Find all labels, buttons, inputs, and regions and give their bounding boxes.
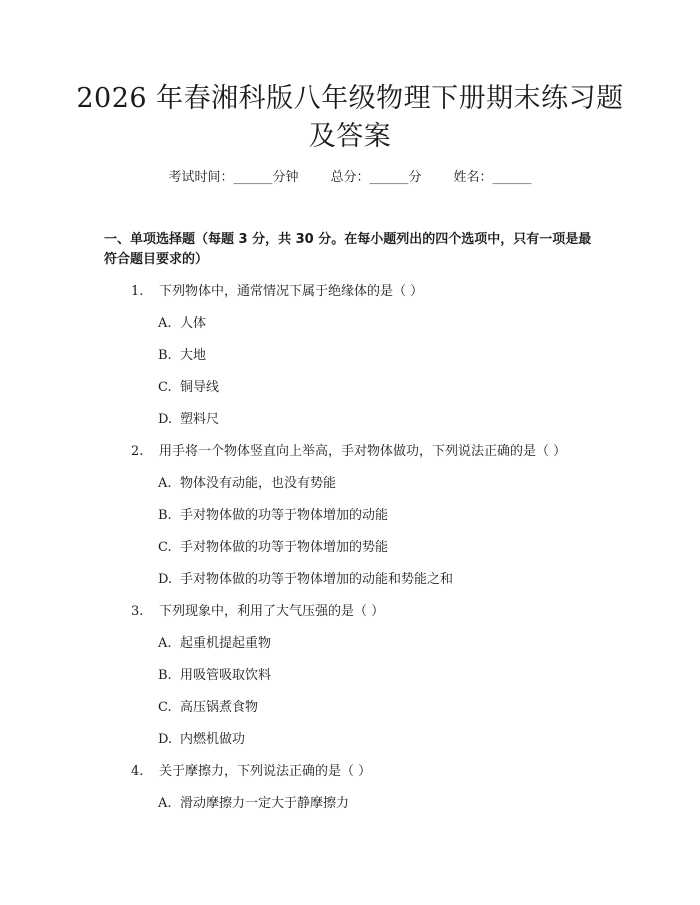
title-line-1: 2026 年春湘科版八年级物理下册期末练习题 <box>76 83 624 114</box>
section-heading: 一、单项选择题（每题 3 分，共 30 分。在每小题列出的四个选项中，只有一项是最符合题目要求的） <box>104 232 592 267</box>
q2-option-b <box>158 506 388 526</box>
option-text: 塑料尺 <box>180 412 220 427</box>
option-text: 滑动摩擦力一定大于静摩擦力 <box>180 796 350 811</box>
q1-option-c <box>158 378 219 398</box>
option-text: 手对物体做的功等于物体增加的势能 <box>180 540 389 555</box>
question-2 <box>131 442 566 462</box>
title-line-2: 及答案 <box>308 121 392 152</box>
option-letter: C. <box>158 700 172 715</box>
question-text: 用手将一个物体竖直向上举高，手对物体做功，下列说法正确的是（ ） <box>159 444 567 459</box>
option-text: 人体 <box>180 316 207 331</box>
q3-option-c <box>158 698 258 718</box>
option-letter: D. <box>158 412 173 427</box>
total-score-field: 总分：______分 <box>330 170 422 185</box>
q2-option-a <box>158 474 336 494</box>
option-text: 铜导线 <box>180 380 220 395</box>
question-text: 下列现象中，利用了大气压强的是（ ） <box>159 604 385 619</box>
option-letter: B. <box>158 348 172 363</box>
option-letter: B. <box>158 508 172 523</box>
q3-option-d <box>158 730 245 750</box>
question-1 <box>131 282 423 302</box>
option-letter: A. <box>158 636 172 651</box>
option-text: 高压锅煮食物 <box>180 700 259 715</box>
q2-option-c <box>158 538 388 558</box>
question-4 <box>131 762 371 782</box>
option-letter: A. <box>158 796 172 811</box>
q4-option-a <box>158 794 349 814</box>
option-text: 内燃机做功 <box>180 732 246 747</box>
q1-option-b <box>158 346 206 366</box>
exam-time-field: 考试时间：______分钟 <box>168 170 299 185</box>
option-letter: D. <box>158 572 173 587</box>
q1-option-a <box>158 314 206 334</box>
option-letter: C. <box>158 380 172 395</box>
option-text: 起重机提起重物 <box>180 636 272 651</box>
q3-option-a <box>158 634 271 654</box>
option-letter: C. <box>158 540 172 555</box>
q2-option-d <box>158 570 453 590</box>
option-text: 物体没有动能，也没有势能 <box>180 476 337 491</box>
question-text: 关于摩擦力，下列说法正确的是（ ） <box>159 764 372 779</box>
option-letter: A. <box>158 476 172 491</box>
option-letter: D. <box>158 732 173 747</box>
question-number: 1. <box>131 284 144 299</box>
option-letter: B. <box>158 668 172 683</box>
question-number: 2. <box>131 444 144 459</box>
option-text: 用吸管吸取饮料 <box>180 668 272 683</box>
option-text: 手对物体做的功等于物体增加的动能和势能之和 <box>180 572 454 587</box>
student-name-field: 姓名：______ <box>453 170 532 185</box>
question-3 <box>131 602 384 622</box>
question-text: 下列物体中，通常情况下属于绝缘体的是（ ） <box>159 284 424 299</box>
question-number: 3. <box>131 604 144 619</box>
option-text: 手对物体做的功等于物体增加的动能 <box>180 508 389 523</box>
q3-option-b <box>158 666 271 686</box>
option-letter: A. <box>158 316 172 331</box>
question-number: 4. <box>131 764 144 779</box>
q1-option-d <box>158 410 219 430</box>
page-title <box>60 80 640 156</box>
option-text: 大地 <box>180 348 207 363</box>
exam-info <box>0 168 700 188</box>
